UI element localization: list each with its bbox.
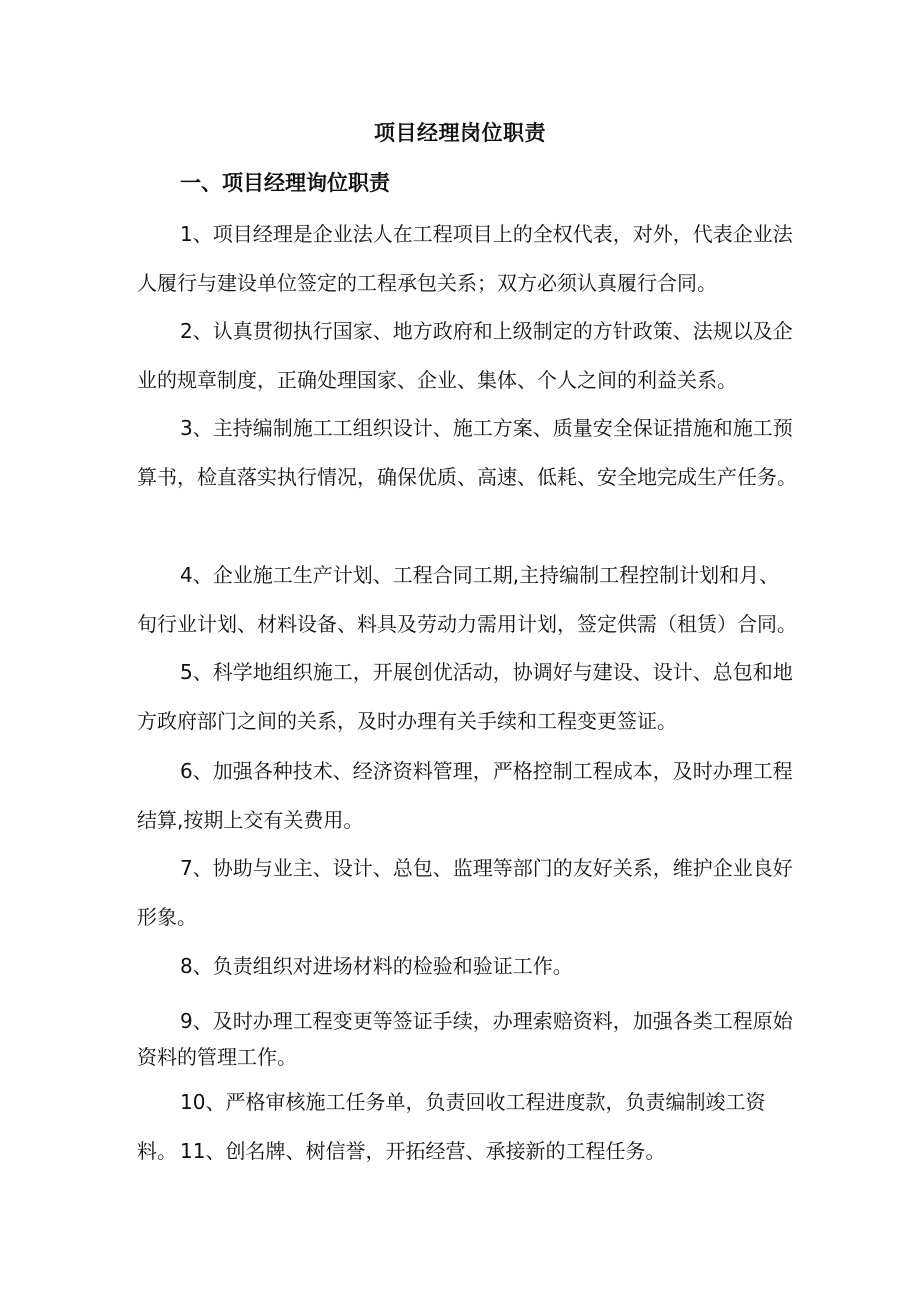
duty-item-3: 3、主持编制施工工组织设计、施工方案、质量安全保证措施和施工预算书，检直落实执行情况，确保优质、高速、低耗、安全地完成生产任务。 [137,416,797,489]
duty-item-6: 6、加强各种技术、经济资料管理，严格控制工程成本，及时办理工程结算,按期上交有关费用。 [137,759,793,832]
duty-item-10: 10、严格审核施工任务单，负责回收工程进度款，负责编制竣工资料。 [137,1090,766,1163]
duty-item-1: 1、项目经理是企业法人在工程项目上的全权代表，对外，代表企业法人履行与建设单位签定的工程承包关系；双方必须认真履行合同。 [137,222,793,295]
page-title: 项目经理岗位职责 [374,121,546,145]
duty-item-9: 9、及时办理工程变更等签证手续，办理索赔资料，加强各类工程原始资料的管理工作。 [137,1009,793,1069]
duty-item-5: 5、科学地组织施工，开展创优活动，协调好与建设、设计、总包和地方政府部门之间的关系，及时办理有关手续和工程变更签证。 [137,660,793,733]
duty-item-8: 8、负责组织对进场材料的检验和验证工作。 [180,954,573,978]
duty-item-7: 7、协助与业主、设计、总包、监理等部门的友好关系，维护企业良好形象。 [137,856,793,929]
duty-item-11: 11、创名牌、树信誉，开拓经营、承接新的工程任务。 [180,1139,666,1163]
duty-item-2: 2、认真贯彻执行国家、地方政府和上级制定的方针政策、法规以及企业的规章制度，正确处理国家、企业、集体、个人之间的利益关系。 [137,319,793,392]
duty-item-4: 4、企业施工生产计划、工程合同工期,主持编制工程控制计划和月、旬行业计划、材料设备、料具及劳动力需用计划，签定供需（租赁）合同。 [137,563,797,636]
section-heading: 一、项目经理询位职责 [180,171,390,195]
